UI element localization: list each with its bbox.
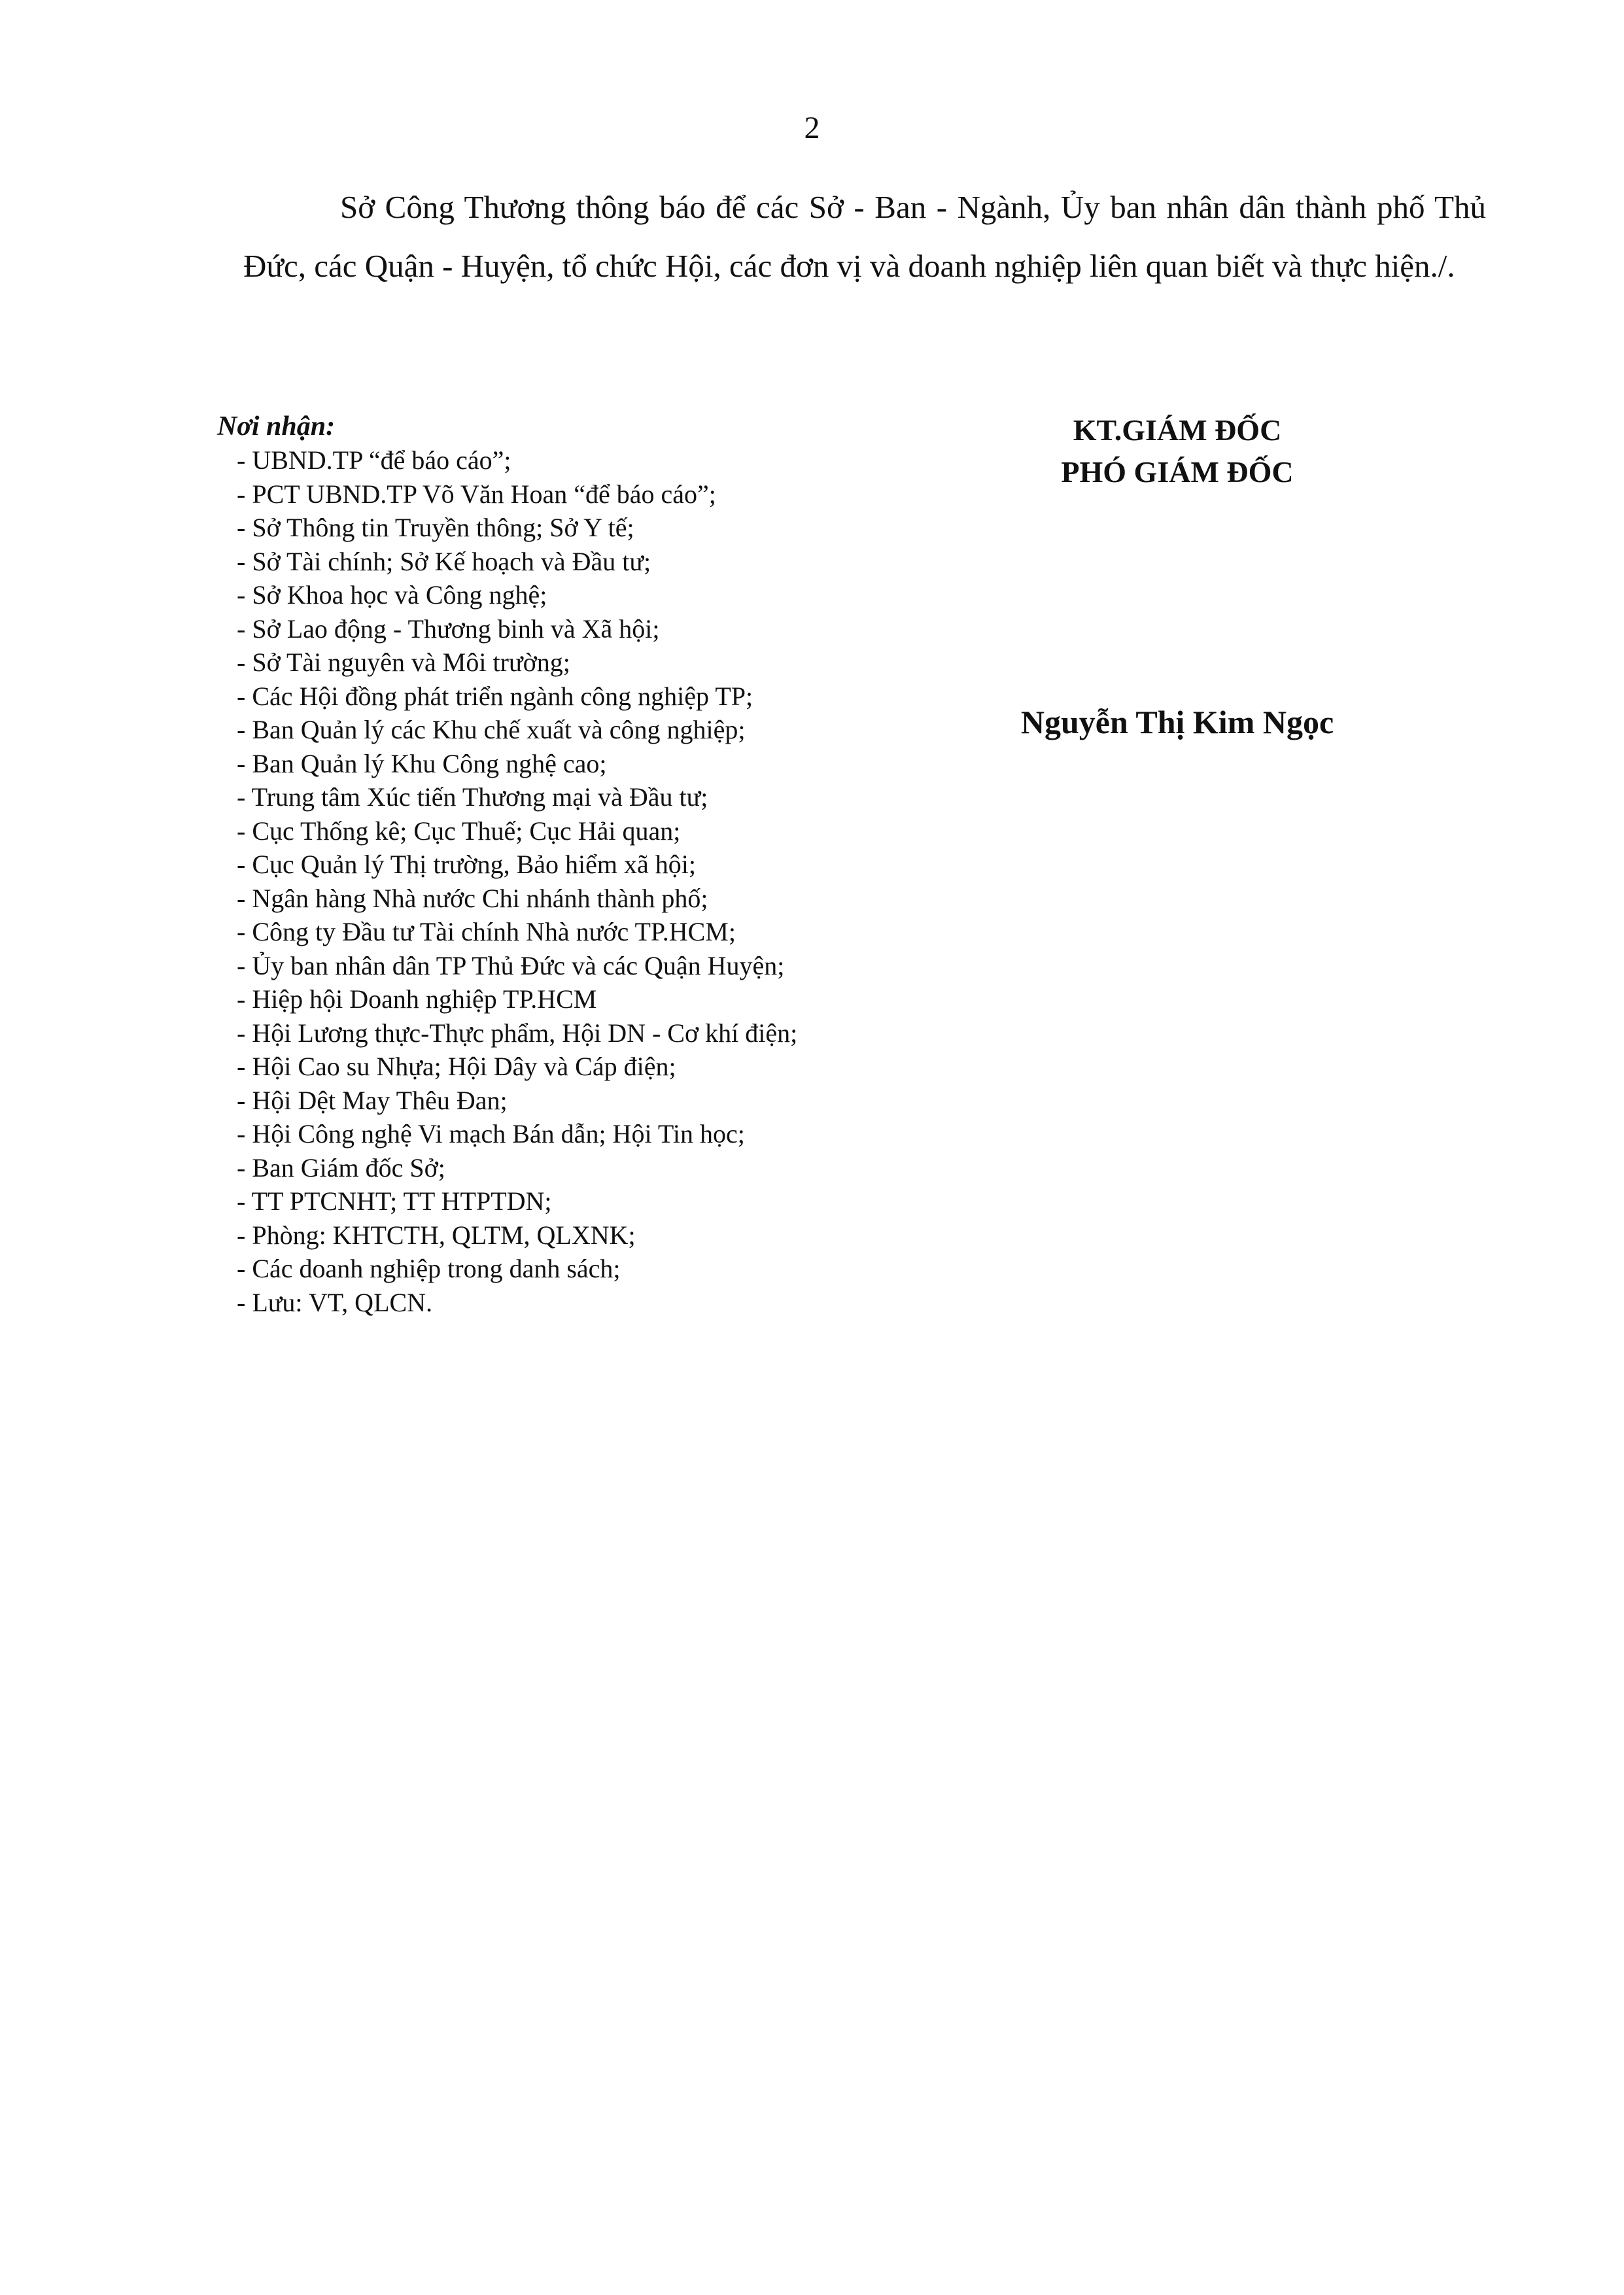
recipient-item: - Ủy ban nhân dân TP Thủ Đức và các Quận Huyện;: [237, 950, 785, 980]
recipient-item: - Ngân hàng Nhà nước Chi nhánh thành phố;: [237, 883, 708, 913]
recipient-item: - Cục Quản lý Thị trường, Bảo hiểm xã hội;: [237, 850, 696, 879]
recipient-item: - Các doanh nghiệp trong danh sách;: [237, 1254, 621, 1283]
recipient-item: - Hội Dệt May Thêu Đan;: [237, 1085, 508, 1115]
recipient-item: - PCT UBND.TP Võ Văn Hoan “để báo cáo”;: [237, 479, 716, 509]
signature-title-line2: PHÓ GIÁM ĐỐC: [1061, 455, 1294, 489]
recipient-item: - Sở Tài chính; Sở Kế hoạch và Đầu tư;: [237, 546, 651, 576]
recipients-list: [217, 443, 937, 1319]
signer-name: Nguyễn Thị Kim Ngọc: [1020, 704, 1334, 740]
signature-block: [942, 409, 1413, 740]
recipient-item: - Trung tâm Xúc tiến Thương mại và Đầu tư;: [237, 782, 708, 812]
recipient-item: - Công ty Đầu tư Tài chính Nhà nước TP.HCM;: [237, 917, 736, 946]
recipients-section: [217, 409, 937, 1319]
recipient-item: - Ban Giám đốc Sở;: [237, 1152, 445, 1182]
recipient-item: - Hội Lương thực-Thực phẩm, Hội DN - Cơ khí điện;: [237, 1018, 798, 1048]
recipient-item: - Phòng: KHTCTH, QLTM, QLXNK;: [237, 1220, 636, 1250]
recipient-item: - Sở Tài nguyên và Môi trường;: [237, 647, 570, 677]
recipient-item: - Lưu: VT, QLCN.: [237, 1287, 433, 1317]
recipient-item: - Ban Quản lý các Khu chế xuất và công nghiệp;: [237, 715, 746, 744]
page-number: 2: [804, 111, 820, 145]
recipient-item: - Sở Thông tin Truyền thông; Sở Y tế;: [237, 513, 634, 542]
closing-paragraph: Sở Công Thương thông báo để các Sở - Ban - Ngành, Ủy ban nhân dân thành phố Thủ Đức, các Quận - Huyện, tổ chức Hội, các đơn vị và doanh nghiệp liên quan biết và thực hiện./.: [243, 189, 1486, 284]
recipient-item: - TT PTCNHT; TT HTPTDN;: [237, 1186, 552, 1216]
recipient-item: - Các Hội đồng phát triển ngành công nghiệp TP;: [237, 681, 753, 711]
recipient-item: - Hội Cao su Nhựa; Hội Dây và Cáp điện;: [237, 1052, 676, 1081]
recipient-item: - Hiệp hội Doanh nghiệp TP.HCM: [237, 984, 597, 1014]
recipient-item: - Cục Thống kê; Cục Thuế; Cục Hải quan;: [237, 816, 681, 846]
recipient-item: - UBND.TP “để báo cáo”;: [237, 445, 511, 475]
recipients-title: Nơi nhận:: [217, 411, 336, 441]
recipient-item: - Ban Quản lý Khu Công nghệ cao;: [237, 748, 607, 778]
recipient-item: - Sở Lao động - Thương binh và Xã hội;: [237, 613, 660, 644]
recipient-item: - Hội Công nghệ Vi mạch Bán dẫn; Hội Tin học;: [237, 1119, 745, 1148]
recipient-item: - Sở Khoa học và Công nghệ;: [237, 580, 547, 610]
signature-title-line1: KT.GIÁM ĐỐC: [1073, 413, 1282, 447]
